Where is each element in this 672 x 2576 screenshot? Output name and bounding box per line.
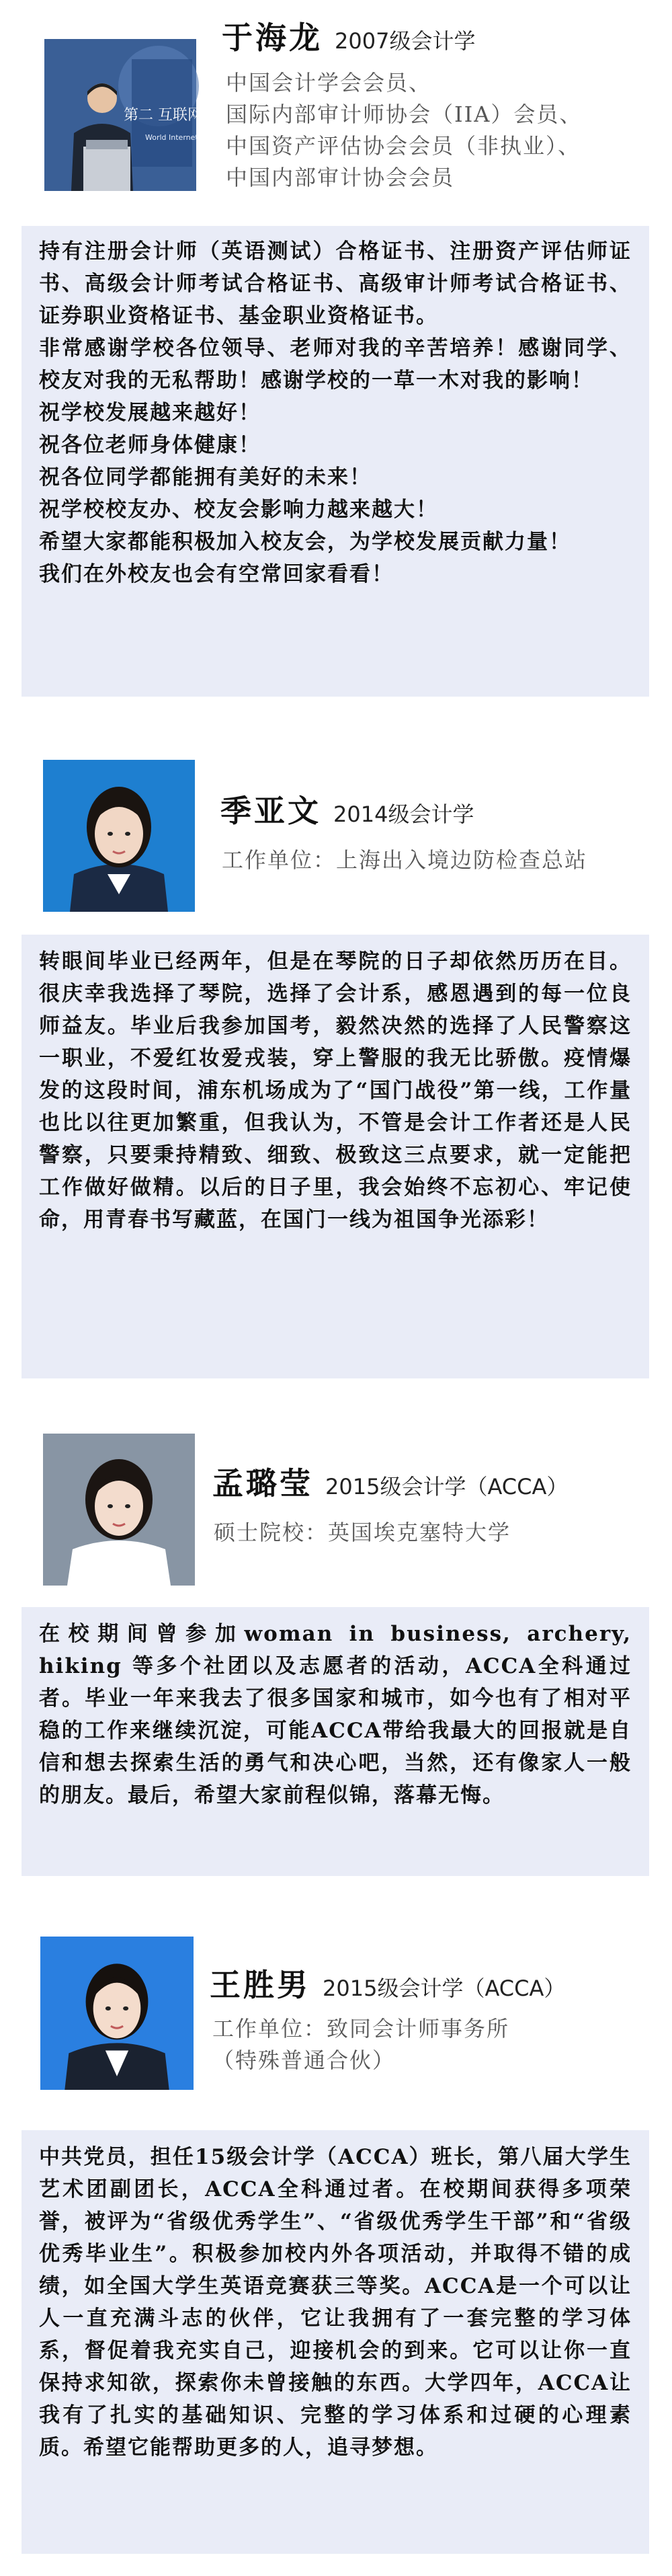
meta-line: 工作单位：上海出入境边防检查总站 (222, 847, 588, 873)
portrait-photo-icon (40, 1937, 194, 2090)
avatar (43, 1434, 195, 1586)
avatar (43, 760, 195, 912)
meta-line: 中国会计学会会员、 (226, 70, 432, 95)
profile-header-1 (0, 0, 672, 222)
paragraph: 祝各位老师身体健康！ (39, 433, 261, 457)
person-name: 于海龙 (222, 19, 323, 56)
profile-header-3 (0, 1426, 672, 1600)
meta-line: 中国资产评估协会会员（非执业）、 (226, 133, 581, 159)
paragraph: 转眼间毕业已经两年，但是在琴院的日子却依然历历在目。很庆幸我选择了琴院，选择了会计系，感恩遇到的每一位良师益友。毕业后我参加国考，毅然决然的选择了人民警察这一职业，不爱红妆爱戎装，穿上警服的我无比骄傲。疫情爆发的这段时间，浦东机场成为了“国门战役”第一线，工作量也比以往更加繁重，但我认为，不管是会计工作者还是人民警察，只要秉持精致、细致、极致这三点要求，就一定能把工作做好做精。以后的日子里，我会始终不忘初心、牢记使命，用青春书写藏蓝，在国门一线为祖国争光添彩！ (39, 949, 632, 1232)
work-unit (212, 2013, 509, 2076)
person-name: 季亚文 (220, 793, 321, 829)
work-unit (222, 845, 587, 876)
speaker-at-podium-photo-icon (44, 39, 217, 191)
meta-line: 中国内部审计协会会员 (226, 165, 455, 190)
paragraph: 我们在外校友也会有空常回家看看！ (39, 562, 394, 586)
paragraph: 非常感谢学校各位领导、老师对我的辛苦培养！感谢同学、校友对我的无私帮助！感谢学校的一草一木对我的影响！ (39, 336, 632, 393)
person-name: 孟璐莹 (212, 1465, 313, 1501)
name-line (220, 787, 474, 831)
profile-text-box-1 (22, 226, 649, 697)
name-line (210, 1961, 565, 2005)
graduate-school (214, 1517, 511, 1549)
memberships (226, 67, 582, 194)
avatar (40, 1937, 194, 2090)
portrait-photo-icon (43, 1434, 195, 1586)
meta-line: 工作单位：致同会计师事务所 (212, 2016, 510, 2041)
class-year: 2015级会计学（ACCA） (325, 1474, 569, 1499)
profile-text-box-3 (22, 1607, 649, 1876)
class-year: 2015级会计学（ACCA） (323, 1976, 566, 2001)
meta-line: （特殊普通合伙） (212, 2047, 396, 2073)
person-name: 王胜男 (210, 1967, 310, 2003)
portrait-photo-icon (43, 760, 195, 912)
class-year: 2014级会计学 (333, 802, 474, 827)
profile-text-box-2 (22, 935, 649, 1378)
paragraph: 持有注册会计师（英语测试）合格证书、注册资产评估师证书、高级会计师考试合格证书、高级审计师考试合格证书、证券职业资格证书、基金职业资格证书。 (39, 239, 632, 328)
paragraph: 祝学校发展越来越好！ (39, 401, 261, 425)
profile-header-4 (0, 1923, 672, 2125)
class-year: 2007级会计学 (335, 28, 476, 54)
profile-text-box-4 (22, 2130, 649, 2554)
avatar (44, 39, 217, 191)
meta-line: 硕士院校：英国埃克塞特大学 (214, 1520, 511, 1545)
paragraph: 祝学校校友办、校友会影响力越来越大！ (39, 498, 438, 522)
paragraph: 在校期间曾参加woman in business, archery, hiking 等多个社团以及志愿者的活动，ACCA全科通过者。毕业一年来我去了很多国家和城市，如今也有了相对平稳的工作来继续沉淀，可能ACCA带给我最大的回报就是自信和想去探索生活的勇气和决心吧，当然，还有像家人一般的朋友。最后，希望大家前程似锦，落幕无悔。 (39, 1622, 632, 1807)
paragraph: 希望大家都能积极加入校友会，为学校发展贡献力量！ (39, 530, 571, 554)
paragraph: 中共党员，担任15级会计学（ACCA）班长，第八届大学生艺术团副团长，ACCA全科通过者。在校期间获得多项荣誉，被评为“省级优秀学生”、“省级优秀学生干部”和“省级优秀毕业生”。积极参加校内外各项活动，并取得不错的成绩，如全国大学生英语竞赛获三等奖。ACCA是一个可以让人一直充满斗志的伙伴，它让我拥有了一套完整的学习体系，督促着我充实自己，迎接机会的到来。它可以让你一直保持求知欲，探索你未曾接触的东西。大学四年，ACCA让我有了扎实的基础知识、完整的学习体系和过硬的心理素质。希望它能帮助更多的人，追寻梦想。 (39, 2145, 632, 2460)
avatar-banner-subtext: World Internet (145, 133, 198, 142)
profile-header-2 (0, 753, 672, 928)
meta-line: 国际内部审计师协会（IIA）会员、 (226, 102, 583, 127)
name-line (212, 1459, 568, 1504)
name-line (222, 13, 475, 58)
paragraph: 祝各位同学都能拥有美好的未来！ (39, 465, 372, 490)
avatar-banner-text: 第二 互联网之 (124, 107, 217, 124)
